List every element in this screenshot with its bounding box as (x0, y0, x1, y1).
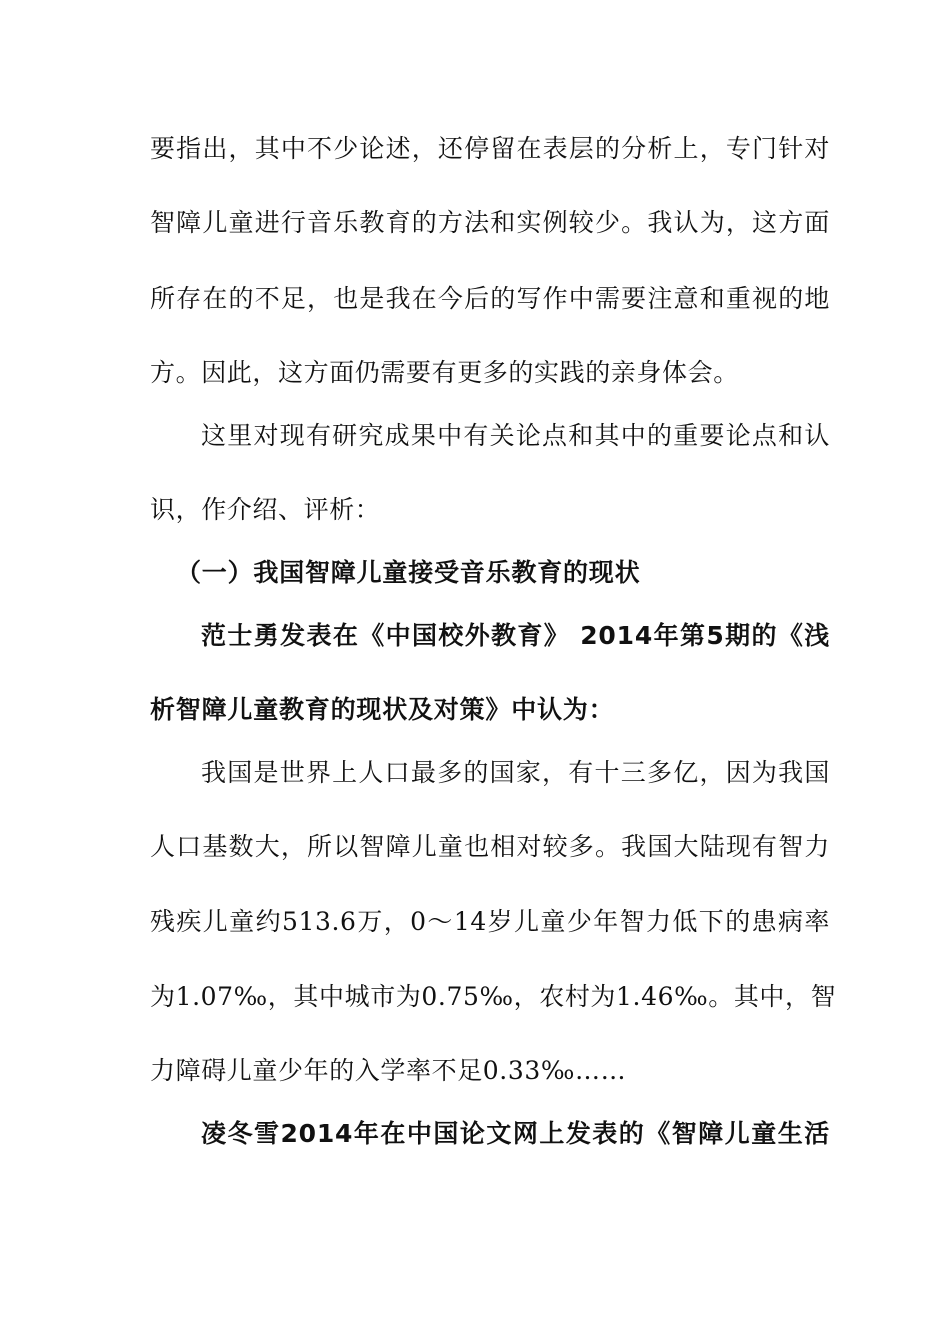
bold-citation-line: 范士勇发表在《中国校外教育》 2014年第5期的《浅 (201, 621, 830, 650)
bold-citation-line: 析智障儿童教育的现状及对策》中认为： (150, 695, 615, 724)
paragraph-line: 方。因此，这方面仍需要有更多的实践的亲身体会。 (150, 358, 739, 387)
paragraph-line: 人口基数大，所以智障儿童也相对较多。我国大陆现有智力 (150, 832, 830, 861)
paragraph-line: 智障儿童进行音乐教育的方法和实例较少。我认为，这方面 (150, 208, 830, 237)
paragraph-line: 为1.07‰，其中城市为0.75‰，农村为1.46‰。其中，智 (150, 982, 837, 1011)
paragraph-line: 残疾儿童约513.6万，0～14岁儿童少年智力低下的患病率 (150, 907, 830, 936)
section-heading: （一）我国智障儿童接受音乐教育的现状 (176, 558, 641, 587)
paragraph-line: 要指出，其中不少论述，还停留在表层的分析上，专门针对 (150, 134, 830, 163)
bold-citation-line: 凌冬雪2014年在中国论文网上发表的《智障儿童生活 (201, 1119, 830, 1148)
paragraph-line: 这里对现有研究成果中有关论点和其中的重要论点和认 (201, 421, 830, 450)
paragraph-line: 识，作介绍、评析： (150, 495, 381, 524)
paragraph-line: 所存在的不足，也是我在今后的写作中需要注意和重视的地 (150, 284, 830, 313)
paragraph-line: 力障碍儿童少年的入学率不足0.33‰…… (150, 1056, 627, 1085)
paragraph-line: 我国是世界上人口最多的国家，有十三多亿，因为我国 (201, 758, 830, 787)
